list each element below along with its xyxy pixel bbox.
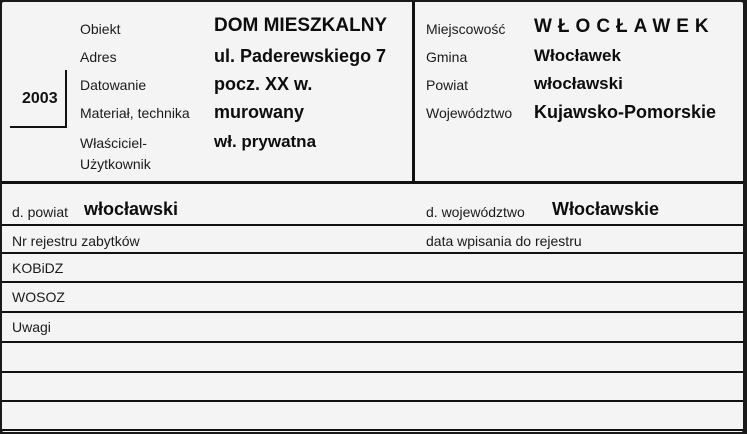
adres-label: Adres [80,49,117,65]
data-wpisania-label: data wpisania do rejestru [426,233,582,249]
datowanie-label: Datowanie [80,77,147,93]
powiat-label: Powiat [426,77,469,93]
wojewodztwo-value: Kujawsko-Pomorskie [534,102,717,122]
row-line-8 [2,429,743,431]
row-line-2 [2,252,743,254]
gmina-label: Gmina [426,49,468,65]
uwagi-label: Uwagi [12,319,51,335]
miejscowosc-value: WŁOCŁAWEK [534,16,715,37]
material-label: Materiał, technika [80,105,190,121]
adres-value: ul. Paderewskiego 7 [214,46,387,66]
row-line-5 [2,341,743,343]
powiat-value: włocławski [534,74,623,93]
wlasciciel-label: Właściciel- [80,135,147,151]
wlasciciel-value: wł. prywatna [214,132,317,151]
d-wojewodztwo-value: Włocławskie [552,199,660,219]
datowanie-value: pocz. XX w. [214,74,313,94]
miejscowosc-label: Miejscowość [426,21,506,37]
wojewodztwo-label: Województwo [426,105,513,121]
wosoz-label: WOSOZ [12,289,65,305]
year-label: 2003 [22,90,58,107]
obiekt-value: DOM MIESZKALNY [214,15,388,36]
divider-vertical-year [65,70,67,128]
row-line-3 [2,281,743,283]
nr-rejestru-label: Nr rejestru zabytków [12,233,140,249]
d-powiat-value: włocławski [84,199,179,219]
divider-header-bottom [2,181,743,184]
gmina-value: Włocławek [534,46,621,65]
record-card [2,2,743,432]
row-line-4 [2,311,743,313]
divider-vertical-main [412,2,415,182]
row-line-6 [2,371,743,373]
kobidz-label: KOBiDZ [12,260,64,276]
divider-year-underline [10,126,67,128]
material-value: murowany [214,102,305,122]
d-wojewodztwo-label: d. województwo [426,204,525,220]
row-line-7 [2,400,743,402]
uzytkownik-label: Użytkownik [80,156,151,172]
d-powiat-label: d. powiat [12,204,69,220]
row-line-1 [2,224,743,226]
obiekt-label: Obiekt [80,21,121,37]
